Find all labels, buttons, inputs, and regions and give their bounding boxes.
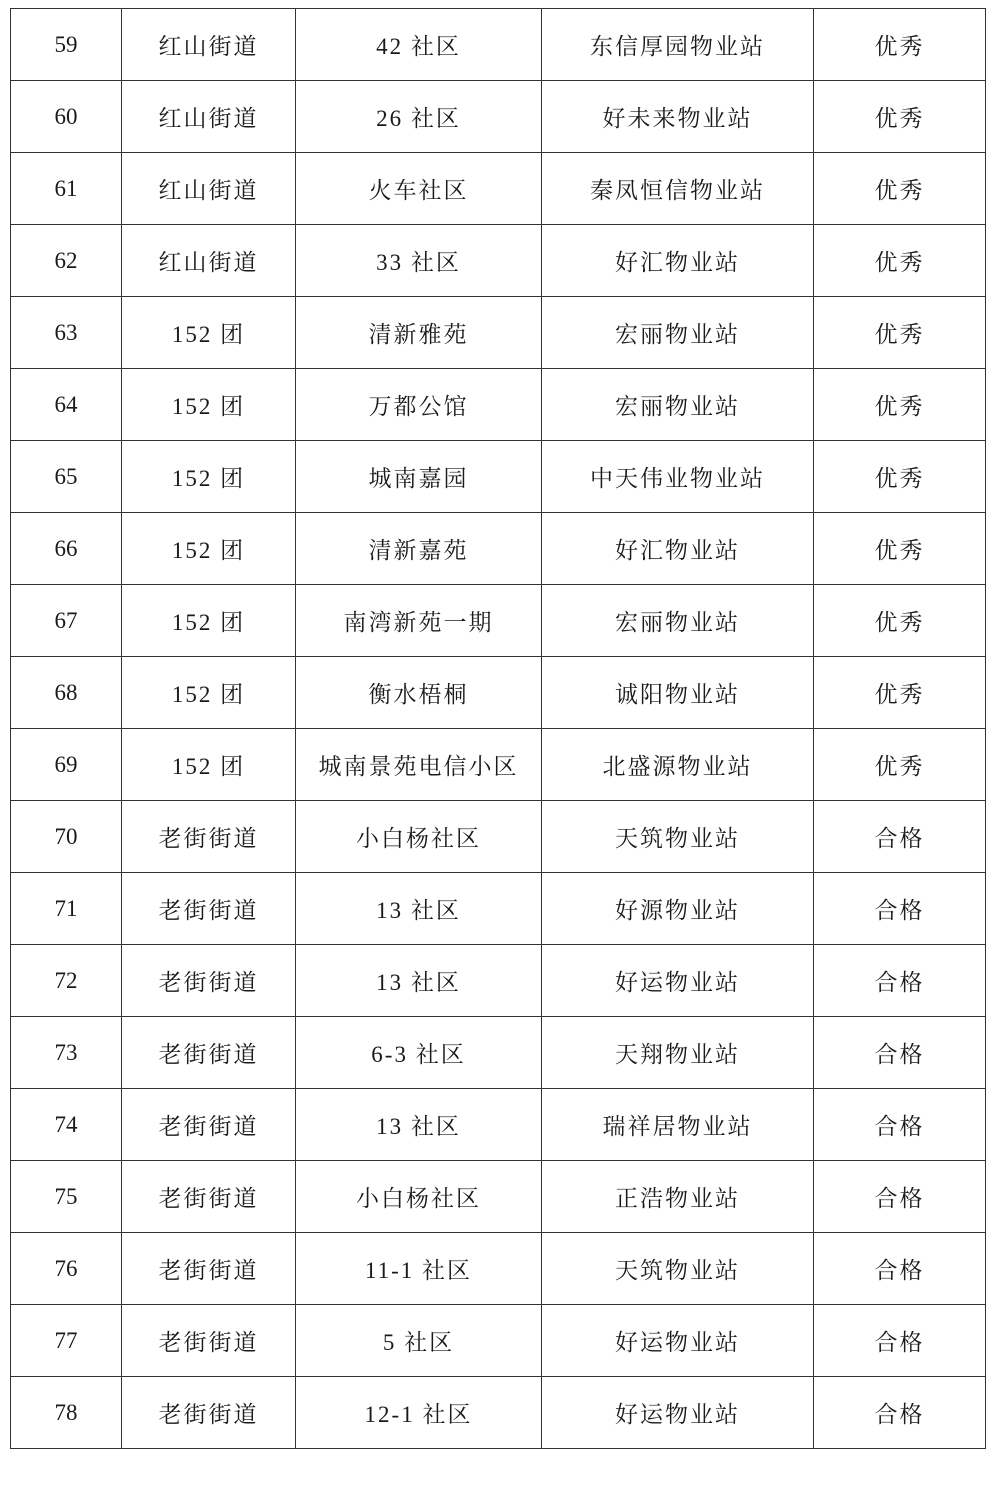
rating-cell: 优秀 <box>814 657 986 729</box>
row-number-cell: 70 <box>11 801 122 873</box>
property-station-cell: 东信厚园物业站 <box>542 9 814 81</box>
table-row <box>11 1377 986 1449</box>
street-cell: 红山街道 <box>122 153 296 225</box>
community-cell: 火车社区 <box>296 153 542 225</box>
table-row <box>11 657 986 729</box>
street-cell: 老街街道 <box>122 1233 296 1305</box>
row-number-cell: 78 <box>11 1377 122 1449</box>
property-station-cell: 北盛源物业站 <box>542 729 814 801</box>
table-row <box>11 729 986 801</box>
street-cell: 老街街道 <box>122 1017 296 1089</box>
row-number-cell: 77 <box>11 1305 122 1377</box>
rating-cell: 合格 <box>814 1161 986 1233</box>
table-row <box>11 81 986 153</box>
street-cell: 152 团 <box>122 585 296 657</box>
community-cell: 12-1 社区 <box>296 1377 542 1449</box>
table-row <box>11 297 986 369</box>
property-station-cell: 好汇物业站 <box>542 225 814 297</box>
community-cell: 13 社区 <box>296 873 542 945</box>
row-number-cell: 73 <box>11 1017 122 1089</box>
street-cell: 老街街道 <box>122 1089 296 1161</box>
table-row <box>11 513 986 585</box>
property-rating-table <box>10 8 986 1449</box>
property-station-cell: 好汇物业站 <box>542 513 814 585</box>
street-cell: 老街街道 <box>122 1377 296 1449</box>
community-cell: 6-3 社区 <box>296 1017 542 1089</box>
property-station-cell: 宏丽物业站 <box>542 585 814 657</box>
street-cell: 红山街道 <box>122 9 296 81</box>
property-station-cell: 天筑物业站 <box>542 801 814 873</box>
street-cell: 152 团 <box>122 369 296 441</box>
table-row <box>11 1161 986 1233</box>
row-number-cell: 68 <box>11 657 122 729</box>
rating-cell: 合格 <box>814 1233 986 1305</box>
community-cell: 13 社区 <box>296 945 542 1017</box>
row-number-cell: 60 <box>11 81 122 153</box>
community-cell: 清新雅苑 <box>296 297 542 369</box>
community-cell: 33 社区 <box>296 225 542 297</box>
table-row <box>11 9 986 81</box>
community-cell: 万都公馆 <box>296 369 542 441</box>
row-number-cell: 76 <box>11 1233 122 1305</box>
property-station-cell: 好运物业站 <box>542 945 814 1017</box>
property-station-cell: 好运物业站 <box>542 1377 814 1449</box>
row-number-cell: 66 <box>11 513 122 585</box>
community-cell: 小白杨社区 <box>296 1161 542 1233</box>
community-cell: 城南景苑电信小区 <box>296 729 542 801</box>
row-number-cell: 59 <box>11 9 122 81</box>
rating-cell: 合格 <box>814 873 986 945</box>
property-station-cell: 秦凤恒信物业站 <box>542 153 814 225</box>
row-number-cell: 63 <box>11 297 122 369</box>
table-row <box>11 585 986 657</box>
rating-cell: 优秀 <box>814 441 986 513</box>
rating-cell: 优秀 <box>814 369 986 441</box>
row-number-cell: 67 <box>11 585 122 657</box>
street-cell: 152 团 <box>122 657 296 729</box>
table-row <box>11 945 986 1017</box>
table-row <box>11 1305 986 1377</box>
property-station-cell: 好源物业站 <box>542 873 814 945</box>
rating-cell: 合格 <box>814 801 986 873</box>
row-number-cell: 62 <box>11 225 122 297</box>
property-station-cell: 天筑物业站 <box>542 1233 814 1305</box>
community-cell: 11-1 社区 <box>296 1233 542 1305</box>
rating-cell: 合格 <box>814 945 986 1017</box>
property-station-cell: 好未来物业站 <box>542 81 814 153</box>
street-cell: 红山街道 <box>122 225 296 297</box>
rating-cell: 优秀 <box>814 81 986 153</box>
table-row <box>11 873 986 945</box>
rating-cell: 优秀 <box>814 585 986 657</box>
row-number-cell: 71 <box>11 873 122 945</box>
street-cell: 老街街道 <box>122 945 296 1017</box>
community-cell: 26 社区 <box>296 81 542 153</box>
row-number-cell: 69 <box>11 729 122 801</box>
rating-cell: 合格 <box>814 1089 986 1161</box>
table-row <box>11 225 986 297</box>
property-station-cell: 天翔物业站 <box>542 1017 814 1089</box>
property-station-cell: 宏丽物业站 <box>542 369 814 441</box>
rating-cell: 优秀 <box>814 9 986 81</box>
street-cell: 老街街道 <box>122 801 296 873</box>
row-number-cell: 65 <box>11 441 122 513</box>
property-station-cell: 好运物业站 <box>542 1305 814 1377</box>
community-cell: 13 社区 <box>296 1089 542 1161</box>
community-cell: 42 社区 <box>296 9 542 81</box>
street-cell: 152 团 <box>122 513 296 585</box>
community-cell: 清新嘉苑 <box>296 513 542 585</box>
community-cell: 城南嘉园 <box>296 441 542 513</box>
rating-cell: 合格 <box>814 1305 986 1377</box>
table-body <box>11 9 986 1449</box>
community-cell: 小白杨社区 <box>296 801 542 873</box>
table-row <box>11 1089 986 1161</box>
row-number-cell: 72 <box>11 945 122 1017</box>
table-row <box>11 153 986 225</box>
property-station-cell: 中天伟业物业站 <box>542 441 814 513</box>
community-cell: 5 社区 <box>296 1305 542 1377</box>
row-number-cell: 64 <box>11 369 122 441</box>
street-cell: 老街街道 <box>122 1305 296 1377</box>
table-row <box>11 801 986 873</box>
row-number-cell: 61 <box>11 153 122 225</box>
rating-cell: 优秀 <box>814 513 986 585</box>
rating-cell: 优秀 <box>814 297 986 369</box>
property-station-cell: 瑞祥居物业站 <box>542 1089 814 1161</box>
street-cell: 152 团 <box>122 297 296 369</box>
street-cell: 红山街道 <box>122 81 296 153</box>
row-number-cell: 75 <box>11 1161 122 1233</box>
street-cell: 152 团 <box>122 729 296 801</box>
row-number-cell: 74 <box>11 1089 122 1161</box>
community-cell: 衡水梧桐 <box>296 657 542 729</box>
street-cell: 老街街道 <box>122 873 296 945</box>
property-station-cell: 诚阳物业站 <box>542 657 814 729</box>
rating-cell: 合格 <box>814 1017 986 1089</box>
community-cell: 南湾新苑一期 <box>296 585 542 657</box>
rating-cell: 优秀 <box>814 225 986 297</box>
rating-cell: 优秀 <box>814 153 986 225</box>
rating-cell: 优秀 <box>814 729 986 801</box>
table-row <box>11 1017 986 1089</box>
street-cell: 152 团 <box>122 441 296 513</box>
property-station-cell: 正浩物业站 <box>542 1161 814 1233</box>
rating-cell: 合格 <box>814 1377 986 1449</box>
table-row <box>11 1233 986 1305</box>
table-row <box>11 441 986 513</box>
street-cell: 老街街道 <box>122 1161 296 1233</box>
property-station-cell: 宏丽物业站 <box>542 297 814 369</box>
table-row <box>11 369 986 441</box>
